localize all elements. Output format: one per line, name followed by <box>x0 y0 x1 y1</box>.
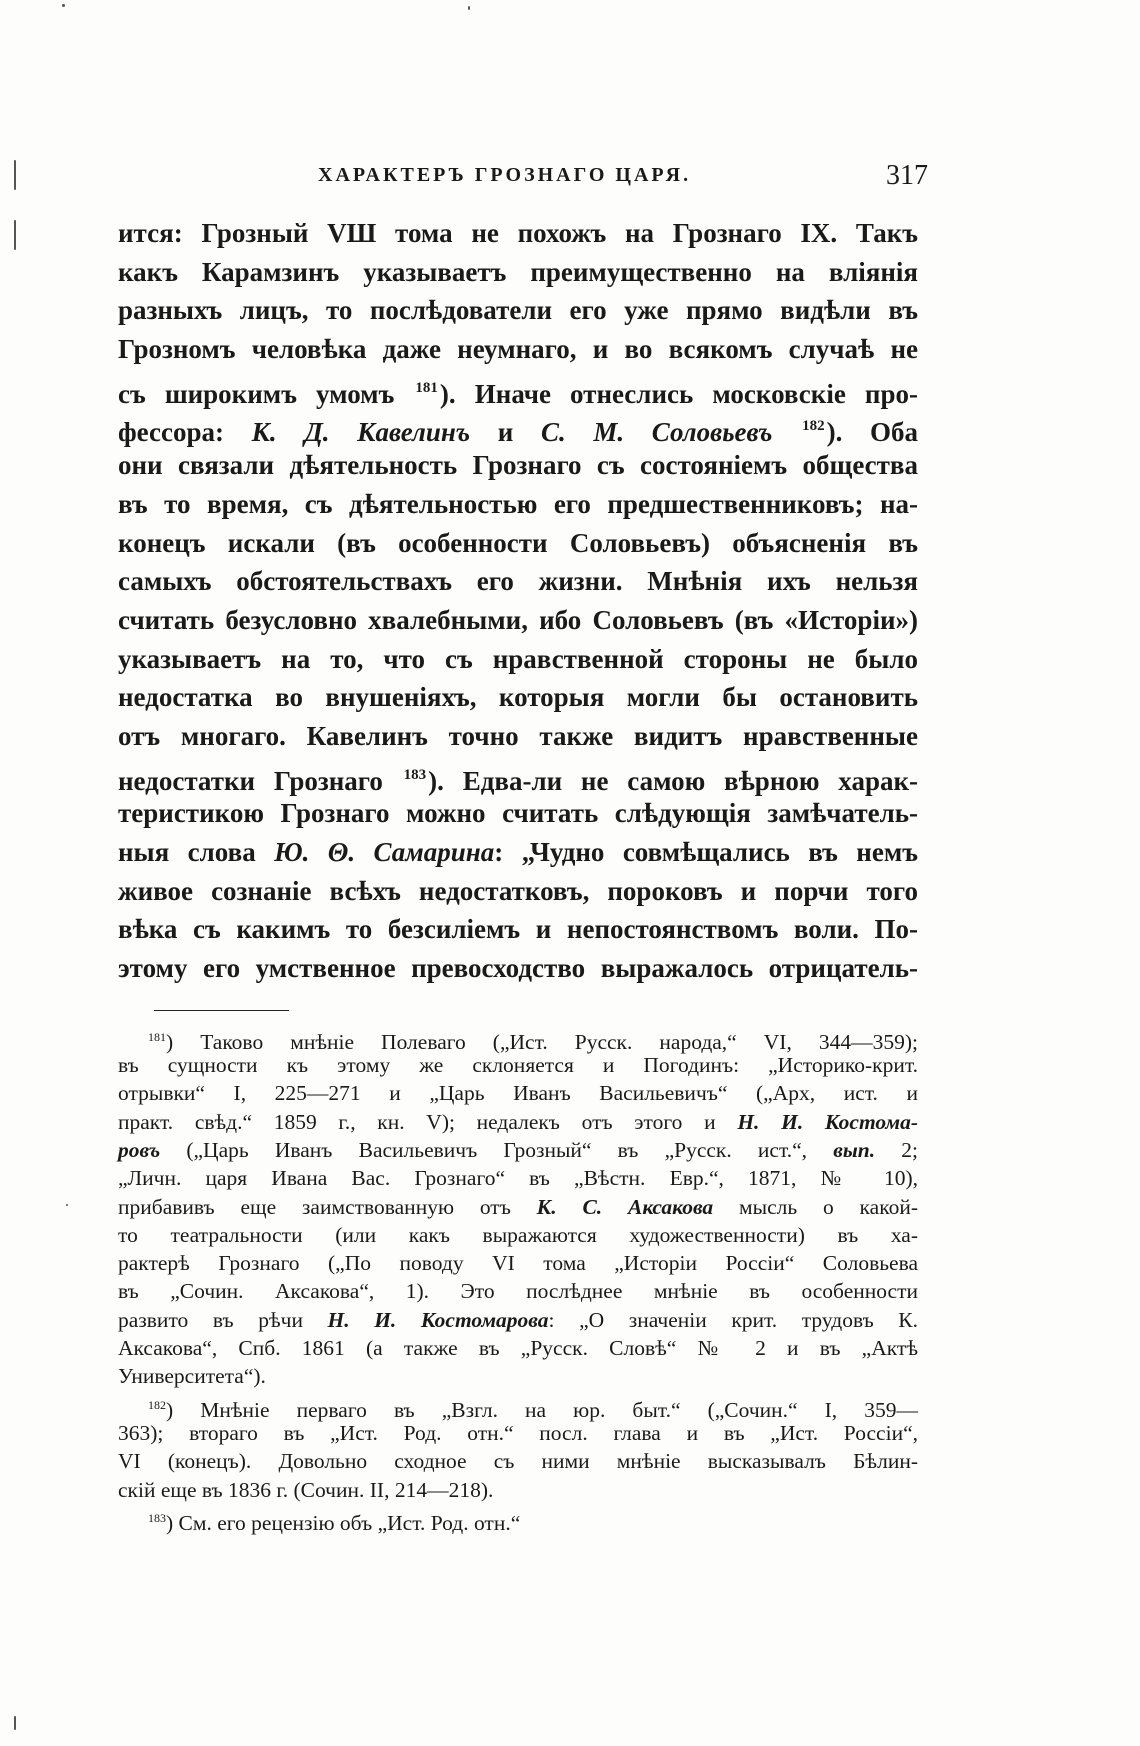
text-line <box>118 910 918 949</box>
text-run: вѣка съ какимъ то безсиліемъ и непостоянствомъ воли. По- <box>118 914 918 945</box>
footnote-line <box>118 1391 918 1422</box>
scan-speck <box>66 1204 68 1206</box>
footnote-line <box>118 1051 918 1079</box>
text-line <box>118 562 918 601</box>
text-line <box>118 949 918 988</box>
text-run: развито въ рѣчи <box>118 1307 328 1332</box>
text-line <box>118 446 918 485</box>
text-run: ). Оба <box>826 417 919 448</box>
footnote-line <box>118 1249 918 1277</box>
footnotes <box>118 1023 919 1535</box>
text-run: живое сознаніе всѣхъ недостатковъ, пороковъ и порчи того <box>118 875 918 906</box>
italic-name: ровъ <box>118 1137 161 1162</box>
text-run: ) Мнѣніе перваго въ „Взгл. на юр. быт.“ („Сочин.“ I, 359— <box>166 1397 918 1422</box>
text-run: ) См. его рецензію объ „Ист. Род. отн.“ <box>166 1510 521 1535</box>
footnote-line <box>118 1164 918 1192</box>
text-run: недостатка во внушеніяхъ, которыя могли бы остановить <box>118 682 918 713</box>
footnote-divider <box>154 1010 289 1011</box>
text-run: ится: Грозный VШ тома не похожъ на Грознаго IX. Такъ <box>118 218 918 248</box>
italic-name: С. М. Соловьевъ <box>540 417 773 448</box>
text-run: какъ Карамзинъ указываетъ преимущественно на вліянія <box>118 256 918 287</box>
book-page <box>118 160 928 1535</box>
footnote-line <box>118 1362 918 1390</box>
text-run <box>772 417 800 447</box>
text-run: ). Едва-ли не самою вѣрною харак- <box>428 765 919 796</box>
text-line <box>118 717 918 756</box>
text-line <box>118 833 918 872</box>
text-run: 363); втораго въ „Ист. Род. отн.“ посл. глава и въ „Ист. Россіи“, <box>118 1420 918 1445</box>
text-run: („Царь Иванъ Васильевичъ Грозный“ въ „Русск. ист.“, <box>160 1137 834 1162</box>
footnote-line <box>118 1193 918 1221</box>
text-run: въ сущности къ этому же склоняется и Погодинъ: „Историко-крит. <box>118 1053 918 1078</box>
text-line <box>118 214 918 253</box>
text-run: VI (конецъ). Довольно сходное съ ними мнѣніе высказывалъ Бѣлин- <box>118 1449 918 1474</box>
footnote-line <box>118 1136 918 1164</box>
text-run: теристикою Грознаго можно считать слѣдующія замѣчатель- <box>118 798 918 829</box>
footnote-line <box>118 1079 918 1107</box>
scan-speck <box>468 6 470 10</box>
footnote-line <box>118 1023 918 1054</box>
text-run: ) Таково мнѣніе Полеваго („Ист. Русск. народа,“ VI, 344—359); <box>166 1029 918 1054</box>
scan-speck <box>14 160 16 190</box>
footnote-reference: 181 <box>415 379 438 396</box>
text-run: мысль о какой- <box>713 1194 918 1219</box>
text-line <box>118 330 918 369</box>
text-run: они связали дѣятельность Грознаго съ состояніемъ общества <box>118 450 918 481</box>
text-run: : „О значеніи крит. трудовъ К. <box>548 1307 919 1332</box>
text-run: ныя слова <box>118 837 275 867</box>
footnote-line <box>118 1476 918 1504</box>
footnote-reference: 182 <box>148 1397 166 1412</box>
scan-speck <box>14 1716 16 1730</box>
italic-name: вып. <box>833 1137 876 1162</box>
text-run: отъ многаго. Кавелинъ точно также видитъ нравственные <box>118 720 918 751</box>
text-line <box>118 794 918 833</box>
italic-name: Н. И. Костома- <box>737 1109 918 1134</box>
text-run: : „Чудно совмѣщались въ немъ <box>494 837 918 867</box>
text-run: разныхъ лицъ, то послѣдователи его уже прямо видѣли въ <box>118 295 918 326</box>
text-run: и <box>470 417 541 448</box>
page-number: 317 <box>886 160 928 191</box>
text-run: то театральности (или какъ выражаются художественности) въ ха- <box>118 1222 918 1247</box>
text-line <box>118 640 918 679</box>
text-run: въ „Сочин. Аксакова“, 1). Это послѣднее мнѣніе въ особенности <box>118 1279 918 1304</box>
text-run: въ то время, съ дѣятельностью его предшественниковъ; на- <box>118 488 918 519</box>
text-run: ). Иначе отнеслись московскіе про- <box>439 378 918 409</box>
footnote-reference: 182 <box>802 418 825 435</box>
page-header <box>118 160 928 200</box>
text-run: практ. свѣд.“ 1859 г., кн. V); недалекъ отъ этого и <box>118 1109 738 1134</box>
text-run: Университета“). <box>118 1364 266 1389</box>
text-run: съ широкимъ умомъ <box>118 378 414 409</box>
italic-name: К. Д. Кавелинъ <box>251 417 471 448</box>
text-run: рактерѣ Грознаго („По поводу VI тома „Исторіи Россіи“ Соловьева <box>118 1251 918 1276</box>
text-run: указываетъ на то, что съ нравственной стороны не было <box>118 643 918 674</box>
main-text <box>118 214 918 988</box>
footnote-line <box>118 1504 918 1535</box>
text-run: конецъ искали (въ особенности Соловьевъ) объясненія въ <box>118 527 918 558</box>
text-line <box>118 678 918 717</box>
footnote-line <box>118 1306 918 1334</box>
text-run: самыхъ обстоятельствахъ его жизни. Мнѣнія ихъ нельзя <box>118 566 918 597</box>
text-line <box>118 291 918 330</box>
text-line <box>118 253 918 292</box>
text-line <box>118 369 918 408</box>
scan-speck <box>62 4 65 7</box>
text-line <box>118 756 918 795</box>
text-run: Аксакова“, Спб. 1861 (а также въ „Русск. Словѣ“ № 2 и въ „Актѣ <box>118 1336 918 1361</box>
footnote-line <box>118 1419 918 1447</box>
text-run: этому его умственное превосходство выражалось отрицатель- <box>118 953 918 984</box>
text-run: скій еще въ 1836 г. (Сочин. II, 214—218). <box>118 1477 494 1502</box>
text-line <box>118 407 918 446</box>
footnote-line <box>118 1334 918 1362</box>
footnote-reference: 181 <box>148 1029 166 1044</box>
text-run: 2; <box>875 1137 918 1162</box>
text-run: „Личн. царя Ивана Вас. Грознаго“ въ „Вѣстн. Евр.“, 1871, № 10), <box>118 1166 918 1191</box>
text-run: прибавивъ еще заимствованную отъ <box>118 1194 537 1219</box>
footnote-line <box>118 1277 918 1305</box>
footnote-line <box>118 1447 918 1475</box>
text-run: фессора: <box>118 417 252 448</box>
italic-name: Ю. Θ. Самарина <box>274 837 495 867</box>
text-run: Грозномъ человѣка даже неумнаго, и во всякомъ случаѣ не <box>118 334 918 365</box>
text-run: недостатки Грознаго <box>118 765 402 796</box>
scan-speck <box>14 220 16 250</box>
italic-name: К. С. Аксакова <box>536 1194 714 1219</box>
text-line <box>118 524 918 563</box>
italic-name: Н. И. Костомарова <box>327 1307 549 1332</box>
running-title: ХАРАКТЕРЪ ГРОЗНАГО ЦАРЯ. <box>318 164 692 186</box>
text-line <box>118 485 918 524</box>
footnote-reference: 183 <box>148 1510 166 1525</box>
footnote-reference: 183 <box>403 766 427 783</box>
footnote-line <box>118 1108 918 1136</box>
footnote-line <box>118 1221 918 1249</box>
text-run: отрывки“ I, 225—271 и „Царь Иванъ Васильевичъ“ („Арх, ист. и <box>118 1081 918 1106</box>
text-run: считать безусловно хвалебными, ибо Соловьевъ (въ «Исторіи») <box>118 604 918 635</box>
text-line <box>118 872 918 911</box>
text-line <box>118 601 918 640</box>
